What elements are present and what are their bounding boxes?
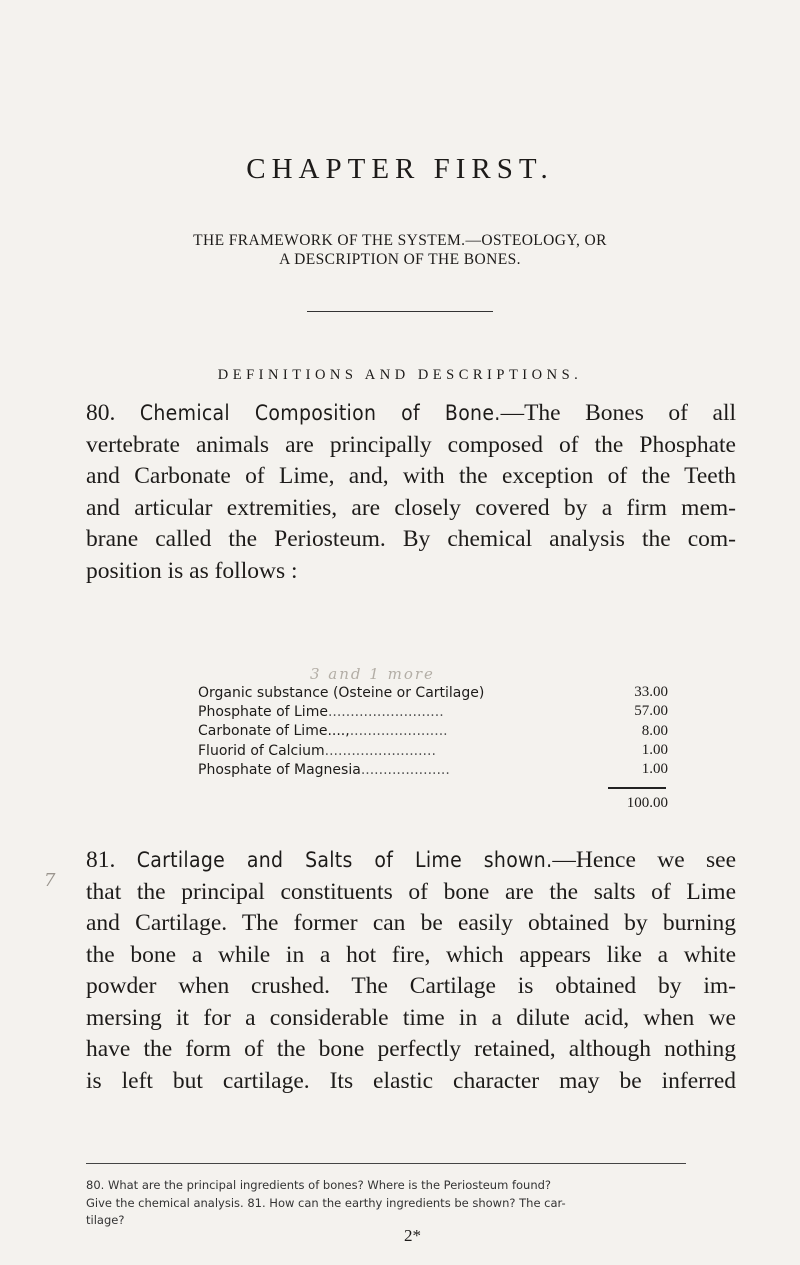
row-value: 57.00 — [634, 703, 668, 720]
table-row: Fluorid of Calcium......................... 1.00 — [198, 742, 668, 759]
handwritten-annotation: 3 and 1 more — [310, 665, 435, 683]
paragraph-81-line: have the form of the bone perfectly retained, although nothing — [86, 1036, 736, 1062]
paragraph-81-line: that the principal constituents of bone are the salts of Lime — [86, 878, 736, 905]
paragraph-81-line: mersing it for a considerable time in a dilute acid, when we — [86, 1004, 736, 1031]
total-rule — [608, 787, 666, 789]
row-value: 33.00 — [634, 684, 668, 701]
chapter-title: CHAPTER FIRST. — [246, 153, 554, 185]
row-value: 1.00 — [641, 742, 668, 759]
footnote-line: tilage? — [86, 1213, 125, 1227]
paragraph-80-line: 80. Chemical Composition of Bone.—The Bones of all — [86, 400, 736, 426]
table-row: Phosphate of Magnesia.................... 1.00 — [198, 761, 668, 778]
section-heading: DEFINITIONS AND DESCRIPTIONS. — [217, 367, 583, 383]
paragraph-80-line: position is as follows : — [86, 557, 298, 584]
chapter-subtitle — [0, 231, 800, 269]
row-value: 8.00 — [641, 722, 668, 739]
table-row — [198, 683, 668, 702]
row-label: Phosphate of Lime — [198, 703, 328, 720]
paragraph-81-line: the bone a while in a hot fire, which appears like a white — [86, 941, 736, 968]
paragraph-80-number: 80. — [86, 400, 116, 426]
row-label: Organic substance (Osteine or Cartilage) — [198, 684, 485, 701]
paragraph-81-number: 81. — [86, 847, 116, 873]
chapter-divider — [307, 311, 493, 312]
paragraph-80 — [86, 398, 736, 587]
paragraph-81-line: powder when crushed. The Cartilage is obtained by im- — [86, 973, 736, 999]
paragraph-81-title: Cartilage and Salts of Lime shown. — [136, 848, 553, 872]
paragraph-81 — [86, 845, 736, 1097]
paragraph-80-line: and Carbonate of Lime, and, with the exception of the Teeth — [86, 463, 736, 489]
paragraph-80-title: Chemical Composition of Bone. — [139, 401, 501, 425]
subtitle-line-2: A DESCRIPTION OF THE BONES. — [279, 251, 521, 268]
footnote-line: Give the chemical analysis. 81. How can the earthy ingredients be shown? The car- — [86, 1195, 566, 1210]
signature-mark: 2* — [404, 1226, 421, 1245]
footnote-divider — [86, 1163, 686, 1164]
footnote-line: 80. What are the principal ingredients of bones? Where is the Periosteum found? — [86, 1178, 552, 1192]
paragraph-80-line: brane called the Periosteum. By chemical analysis the com- — [86, 526, 736, 552]
margin-mark: 7 — [44, 870, 56, 891]
composition-table — [198, 683, 668, 779]
paragraph-80-line: vertebrate animals are principally composed of the Phosphate — [86, 431, 736, 458]
paragraph-80-line: and articular extremities, are closely covered by a firm mem- — [86, 494, 736, 521]
paragraph-81-line: 81. Cartilage and Salts of Lime shown.—Hence we see — [86, 847, 737, 873]
row-label: Fluorid of Calcium — [198, 742, 325, 759]
table-row: Carbonate of Lime....,...................... 8.00 — [198, 722, 668, 740]
table-total: 100.00 — [626, 795, 668, 811]
table-row: Phosphate of Lime.......................... 57.00 — [198, 703, 668, 720]
paragraph-81-line: and Cartilage. The former can be easily obtained by burning — [86, 910, 736, 936]
paragraph-81-line: is left but cartilage. Its elastic character may be inferred — [86, 1067, 736, 1094]
subtitle-line-1: THE FRAMEWORK OF THE SYSTEM.—OSTEOLOGY, OR — [193, 232, 607, 249]
row-value: 1.00 — [641, 761, 668, 778]
row-label: Carbonate of Lime...., — [198, 723, 350, 740]
footnote — [86, 1177, 686, 1230]
row-label: Phosphate of Magnesia — [198, 761, 361, 778]
